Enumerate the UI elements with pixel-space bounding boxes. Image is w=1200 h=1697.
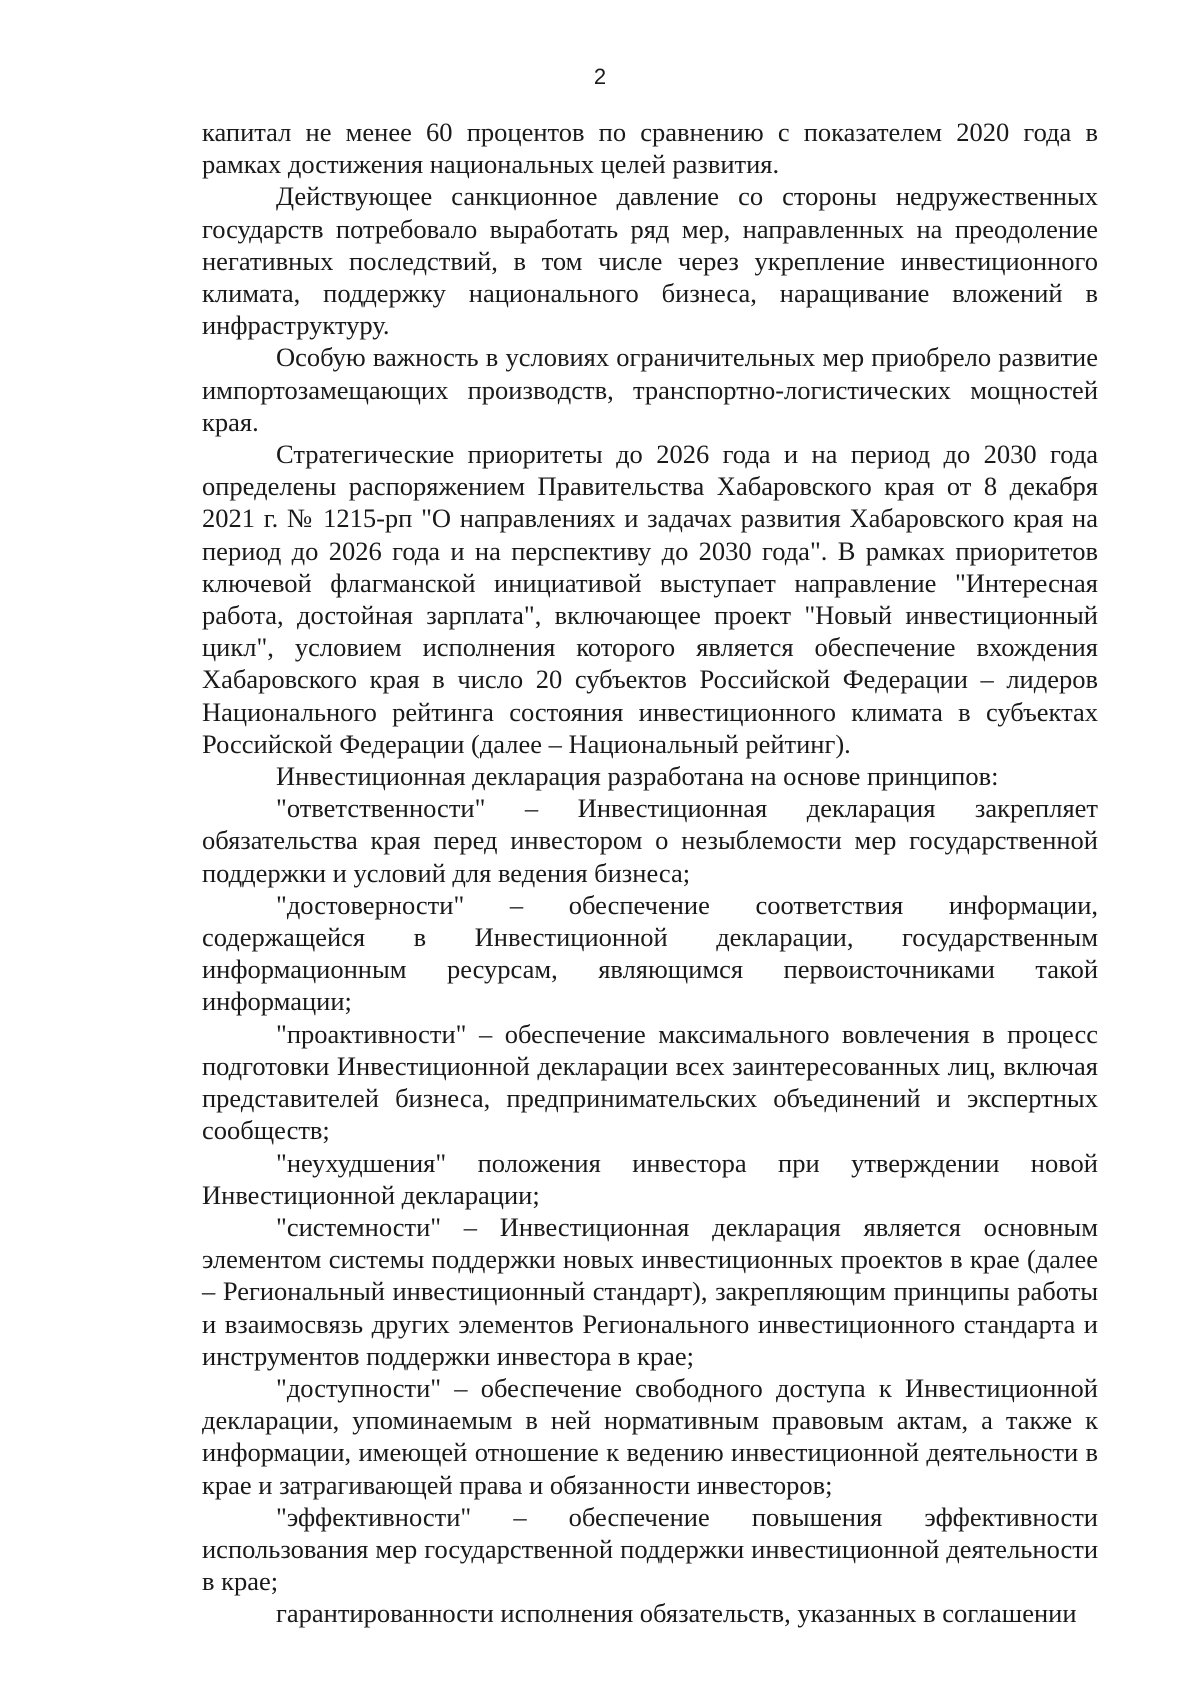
principle-efficiency: "эффективности" – обеспечение повышения эффективности использования мер государственной поддержки инвестиционной деятельности в крае;: [202, 1501, 1098, 1597]
principle-responsibility: "ответственности" – Инвестиционная декларация закрепляет обязательства края перед инвестором о незыблемости мер государственной поддержки и условий для ведения бизнеса;: [202, 793, 1098, 888]
principle-accessibility: "доступности" – обеспечение свободного доступа к Инвестиционной декларации, упоминаемым в ней нормативным правовым актам, а также к информации, имеющей отношение к ведению инвестиционной деятельности в крае и затрагивающей права и обязанности инвесторов;: [202, 1372, 1098, 1500]
principle-guarantee: гарантированности исполнения обязательств, указанных в соглашении: [276, 1598, 1077, 1629]
document-body: [202, 116, 1098, 1630]
principle-systematic: "системности" – Инвестиционная декларация является основным элементом системы поддержки новых инвестиционных проектов в крае (далее – Региональный инвестиционный стандарт), закрепляющим принципы работы и взаимосвязь других элементов Регионального инвестиционного стандарта и инструментов поддержки инвестора в крае;: [202, 1211, 1098, 1371]
page-number: 2: [593, 64, 607, 89]
paragraph-principles-intro: Инвестиционная декларация разработана на основе принципов:: [276, 761, 999, 792]
paragraph-continuation: капитал не менее 60 процентов по сравнению с показателем 2020 года в рамках достижения национальных целей развития.: [202, 117, 1098, 180]
principle-non-deterioration: "неухудшения" положения инвестора при утверждении новой Инвестиционной декларации;: [202, 1147, 1098, 1210]
paragraph-strategic-priorities: Стратегические приоритеты до 2026 года и на период до 2030 года определены распоряжением Правительства Хабаровского края от 8 декабря 2021 г. № 1215-рп "О направлениях и задачах развития Хабаровского края на период до 2026 года и на перспективу до 2030 года". В рамках приоритетов ключевой флагманской инициативой выступает направление "Интересная работа, достойная зарплата", включающее проект "Новый инвестиционный цикл", условием исполнения которого является обеспечение вхождения Хабаровского края в число 20 субъектов Российской Федерации – лидеров Национального рейтинга состояния инвестиционного климата в субъектах Российской Федерации (далее – Национальный рейтинг).: [202, 439, 1098, 759]
paragraph-sanctions: Действующее санкционное давление со стороны недружественных государств потребовало выработать ряд мер, направленных на преодоление негативных последствий, в том числе через укрепление инвестиционного климата, поддержку национального бизнеса, наращивание вложений в инфраструктуру.: [202, 181, 1098, 341]
principle-reliability: "достоверности" – обеспечение соответствия информации, содержащейся в Инвестиционной декларации, государственным информационным ресурсам, являющимся первоисточниками такой информации;: [202, 889, 1098, 1017]
principle-proactivity: "проактивности" – обеспечение максимального вовлечения в процесс подготовки Инвестиционной декларации всех заинтересованных лиц, включая представителей бизнеса, предпринимательских объединений и экспертных сообществ;: [202, 1018, 1098, 1146]
paragraph-import-substitution: Особую важность в условиях ограничительных мер приобрело развитие импортозамещающих производств, транспортно-логистических мощностей края.: [202, 342, 1098, 437]
